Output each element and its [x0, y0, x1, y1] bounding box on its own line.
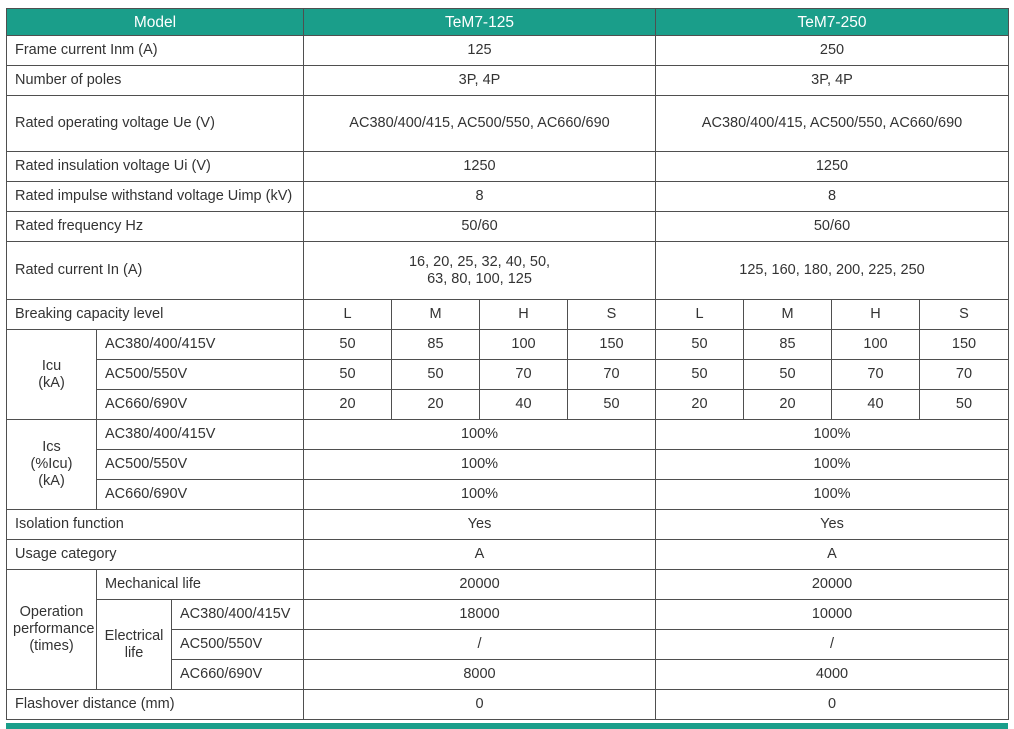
value-cell: 20000 — [304, 570, 656, 600]
value-cell: 70 — [832, 360, 920, 390]
value-cell: 100% — [656, 420, 1009, 450]
label-ics — [7, 420, 97, 510]
label-ui: Rated insulation voltage Ui (V) — [7, 152, 304, 182]
label-frequency: Rated frequency Hz — [7, 212, 304, 242]
value-cell: A — [656, 540, 1009, 570]
value-cell: 85 — [392, 330, 480, 360]
value-cell: 100% — [304, 480, 656, 510]
header-tem7-250: TeM7-250 — [656, 9, 1009, 36]
row-electrical-life-1 — [7, 600, 1009, 630]
row-frequency — [7, 212, 1009, 242]
label-usage: Usage category — [7, 540, 304, 570]
value-cell: / — [304, 630, 656, 660]
voltage-label: AC500/550V — [97, 360, 304, 390]
value-cell: 100 — [480, 330, 568, 360]
label-line: (kA) — [38, 473, 65, 489]
row-poles — [7, 66, 1009, 96]
value-cell: 100 — [832, 330, 920, 360]
value-cell: 20 — [304, 390, 392, 420]
value-cell: AC380/400/415, AC500/550, AC660/690 — [656, 96, 1009, 152]
spec-table — [6, 8, 1009, 720]
voltage-label: AC660/690V — [97, 390, 304, 420]
value-cell: 100% — [656, 450, 1009, 480]
value-cell: 150 — [920, 330, 1009, 360]
label-uimp: Rated impulse withstand voltage Uimp (kV) — [7, 182, 304, 212]
level-cell: H — [480, 300, 568, 330]
label-frame-current: Frame current Inm (A) — [7, 36, 304, 66]
row-ui — [7, 152, 1009, 182]
label-line: Icu — [41, 357, 62, 374]
row-rated-current — [7, 242, 1009, 300]
level-cell: H — [832, 300, 920, 330]
value-cell: 1250 — [656, 152, 1009, 182]
value-cell: 20 — [392, 390, 480, 420]
label-isolation: Isolation function — [7, 510, 304, 540]
level-cell: S — [920, 300, 1009, 330]
row-breaking-capacity — [7, 300, 1009, 330]
value-cell: 250 — [656, 36, 1009, 66]
value-cell: / — [656, 630, 1009, 660]
value-cell: 50 — [304, 360, 392, 390]
row-isolation — [7, 510, 1009, 540]
value-cell: 4000 — [656, 660, 1009, 690]
label-mechanical-life: Mechanical life — [97, 570, 304, 600]
voltage-label: AC380/400/415V — [97, 420, 304, 450]
value-cell: 50 — [656, 360, 744, 390]
label-electrical-life — [97, 600, 172, 690]
label-line: performance — [13, 621, 95, 637]
value-cell: 100% — [304, 450, 656, 480]
level-cell: L — [304, 300, 392, 330]
label-breaking-capacity: Breaking capacity level — [7, 300, 304, 330]
value-cell: 125, 160, 180, 200, 225, 250 — [656, 242, 1009, 300]
value-cell: 50 — [920, 390, 1009, 420]
value-cell: 3P, 4P — [304, 66, 656, 96]
value-cell: 10000 — [656, 600, 1009, 630]
voltage-label: AC660/690V — [97, 480, 304, 510]
row-ics-2 — [7, 450, 1009, 480]
header-model: Model — [7, 9, 304, 36]
label-line: Operation — [19, 604, 84, 620]
row-uimp — [7, 182, 1009, 212]
level-cell: L — [656, 300, 744, 330]
label-icu — [7, 330, 97, 420]
label-line: (%Icu) — [30, 456, 73, 472]
level-cell: M — [744, 300, 832, 330]
value-cell: A — [304, 540, 656, 570]
value-cell: 3P, 4P — [656, 66, 1009, 96]
footer-bar — [6, 723, 1008, 729]
row-icu-1 — [7, 330, 1009, 360]
value-cell: 70 — [480, 360, 568, 390]
value-cell: 50/60 — [656, 212, 1009, 242]
label-operation — [7, 570, 97, 690]
label-line: life — [124, 644, 144, 661]
value-cell: 50 — [304, 330, 392, 360]
value-cell: 20 — [656, 390, 744, 420]
value-cell: 40 — [480, 390, 568, 420]
value-cell: 100% — [304, 420, 656, 450]
value-line: 16, 20, 25, 32, 40, 50, — [408, 253, 551, 270]
row-ics-3 — [7, 480, 1009, 510]
value-cell: 0 — [656, 690, 1009, 720]
value-line: 63, 80, 100, 125 — [427, 270, 532, 287]
voltage-label: AC500/550V — [97, 450, 304, 480]
row-ue — [7, 96, 1009, 152]
value-cell: AC380/400/415, AC500/550, AC660/690 — [304, 96, 656, 152]
value-cell: 18000 — [304, 600, 656, 630]
value-cell: 85 — [744, 330, 832, 360]
voltage-label: AC660/690V — [172, 660, 304, 690]
label-line: Electrical — [104, 627, 164, 644]
value-cell: 150 — [568, 330, 656, 360]
value-cell: 50 — [392, 360, 480, 390]
header-tem7-125: TeM7-125 — [304, 9, 656, 36]
value-cell: 8 — [304, 182, 656, 212]
row-usage — [7, 540, 1009, 570]
level-cell: S — [568, 300, 656, 330]
value-cell: 70 — [920, 360, 1009, 390]
value-cell: 100% — [656, 480, 1009, 510]
row-ics-1 — [7, 420, 1009, 450]
label-poles: Number of poles — [7, 66, 304, 96]
voltage-label: AC500/550V — [172, 630, 304, 660]
value-cell: 8000 — [304, 660, 656, 690]
value-cell: 50 — [656, 330, 744, 360]
value-cell: Yes — [304, 510, 656, 540]
value-cell: 50 — [568, 390, 656, 420]
row-icu-2 — [7, 360, 1009, 390]
value-cell: 40 — [832, 390, 920, 420]
value-cell: 0 — [304, 690, 656, 720]
value-cell: 50/60 — [304, 212, 656, 242]
row-flashover — [7, 690, 1009, 720]
label-line: (kA) — [38, 374, 65, 391]
value-cell: Yes — [656, 510, 1009, 540]
row-frame-current — [7, 36, 1009, 66]
voltage-label: AC380/400/415V — [172, 600, 304, 630]
value-cell: 125 — [304, 36, 656, 66]
label-ue: Rated operating voltage Ue (V) — [7, 96, 304, 152]
value-cell: 8 — [656, 182, 1009, 212]
value-cell: 20 — [744, 390, 832, 420]
value-cell — [304, 242, 656, 300]
label-line: Ics — [42, 439, 61, 455]
label-rated-current: Rated current In (A) — [7, 242, 304, 300]
level-cell: M — [392, 300, 480, 330]
value-cell: 20000 — [656, 570, 1009, 600]
value-cell: 70 — [568, 360, 656, 390]
row-mechanical-life — [7, 570, 1009, 600]
header-row — [7, 9, 1009, 36]
row-icu-3 — [7, 390, 1009, 420]
label-flashover: Flashover distance (mm) — [7, 690, 304, 720]
label-line: (times) — [29, 638, 74, 654]
value-cell: 50 — [744, 360, 832, 390]
voltage-label: AC380/400/415V — [97, 330, 304, 360]
value-cell: 1250 — [304, 152, 656, 182]
